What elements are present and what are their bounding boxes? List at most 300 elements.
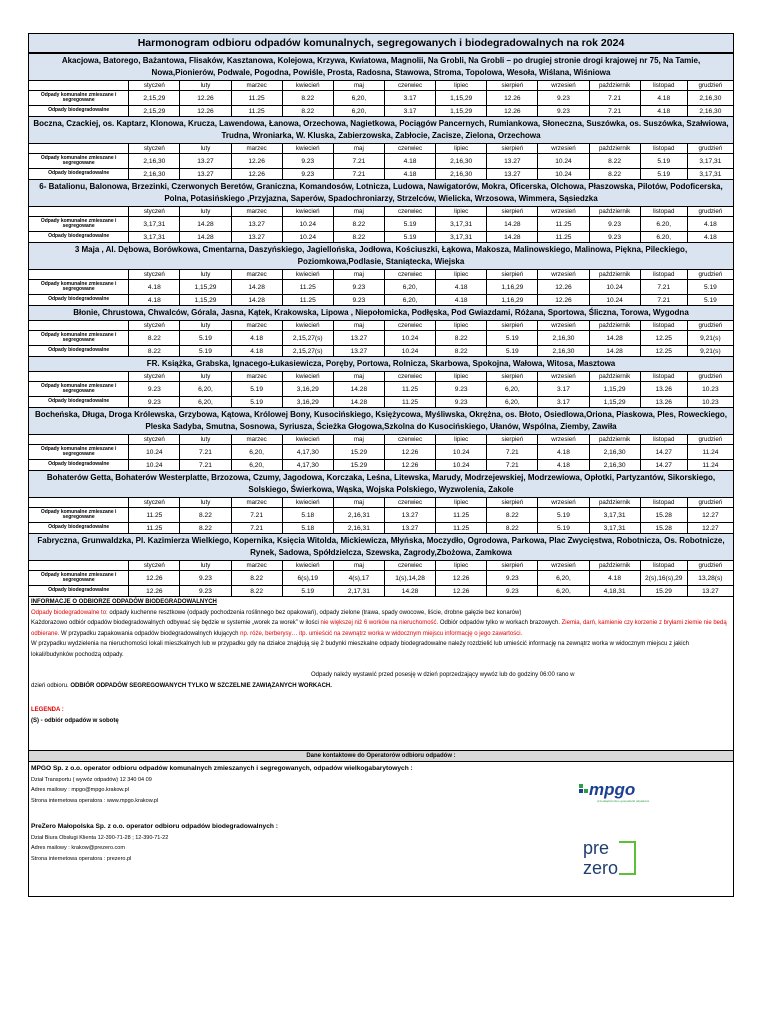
- contacts-heading: Dane kontaktowe do Operatorów odbioru odpadów :: [28, 750, 734, 762]
- month-header-cell: lipiec: [436, 372, 487, 382]
- month-header-blank: [29, 144, 129, 154]
- pickup-date-cell: 7.21: [589, 91, 640, 106]
- pickup-date-cell: 7.21: [640, 295, 687, 306]
- month-header-cell: sierpień: [487, 270, 538, 280]
- pickup-date-cell: 10.24: [436, 445, 487, 460]
- pickup-date-cell: 13.27: [687, 586, 733, 597]
- month-header-cell: listopad: [640, 498, 687, 508]
- pickup-date-cell: 12.26: [487, 91, 538, 106]
- month-header-cell: wrzesień: [538, 498, 589, 508]
- pickup-date-cell: 7.21: [333, 169, 384, 180]
- month-header-cell: grudzień: [687, 372, 733, 382]
- pickup-date-cell: 10.23: [687, 397, 733, 408]
- month-header-cell: sierpień: [487, 372, 538, 382]
- operator-mpgo: [31, 764, 413, 806]
- pickup-date-cell: 14.28: [231, 295, 282, 306]
- pickup-date-cell: 3,17,31: [687, 169, 733, 180]
- mpgo-logo: [577, 778, 667, 804]
- bio-waste-row: [29, 169, 734, 180]
- pickup-date-cell: 8.22: [180, 508, 231, 523]
- month-header-cell: maj: [333, 81, 384, 91]
- month-header-cell: kwiecień: [282, 321, 333, 331]
- operator-mpgo-website: Strona internetowa operatora : www.mpgo.krakow.pl: [31, 797, 159, 804]
- month-header-cell: maj: [333, 561, 384, 571]
- pickup-date-cell: 5.19: [640, 154, 687, 169]
- operator-mpgo-name: MPGO Sp. z o.o. operator odbioru odpadów komunalnych zmieszanych i segregowanych, odpadów wielkogabarytowych :: [31, 765, 413, 772]
- month-header-blank: [29, 207, 129, 217]
- row-label-mixed: Odpady komunalne zmieszane i segregowane: [29, 445, 129, 460]
- pickup-date-cell: 6,20,: [231, 445, 282, 460]
- pickup-date-cell: 15.28: [640, 508, 687, 523]
- legend-item: (S) - odbiór odpadów w sobotę: [31, 717, 119, 724]
- month-header-cell: marzec: [231, 270, 282, 280]
- pickup-date-cell: 12.26: [129, 571, 180, 586]
- row-label-bio: Odpady biodegradowalne: [29, 295, 129, 306]
- pickup-date-cell: 4,17,30: [282, 445, 333, 460]
- pickup-date-cell: 5.19: [180, 331, 231, 346]
- month-header-cell: maj: [333, 372, 384, 382]
- pickup-date-cell: 8.22: [231, 571, 282, 586]
- pickup-date-cell: 7.21: [231, 523, 282, 534]
- month-header-cell: styczeń: [129, 81, 180, 91]
- month-header-cell: wrzesień: [538, 321, 589, 331]
- pickup-date-cell: 10.24: [282, 232, 333, 243]
- pickup-date-cell: 15.28: [640, 523, 687, 534]
- month-header-cell: kwiecień: [282, 144, 333, 154]
- month-header-cell: lipiec: [436, 498, 487, 508]
- month-header-cell: wrzesień: [538, 561, 589, 571]
- pickup-date-cell: 9,21(s): [687, 331, 733, 346]
- row-label-mixed: Odpady komunalne zmieszane i segregowane: [29, 217, 129, 232]
- month-header-cell: marzec: [231, 207, 282, 217]
- month-header-cell: luty: [180, 372, 231, 382]
- month-header-cell: październik: [589, 81, 640, 91]
- pickup-date-cell: 4.18: [687, 217, 733, 232]
- pickup-date-cell: 8.22: [282, 91, 333, 106]
- pickup-date-cell: 10.24: [129, 445, 180, 460]
- pickup-date-cell: 7.21: [180, 460, 231, 471]
- month-header-cell: październik: [589, 270, 640, 280]
- pickup-date-cell: 3,17,31: [589, 523, 640, 534]
- pickup-date-cell: 10.24: [538, 169, 589, 180]
- month-header-cell: wrzesień: [538, 207, 589, 217]
- pickup-date-cell: 8.22: [589, 169, 640, 180]
- month-header-cell: grudzień: [687, 561, 733, 571]
- month-header-cell: maj: [333, 270, 384, 280]
- street-list: Bohaterów Getta, Bohaterów Westerplatte, Brzozowa, Czumy, Jagodowa, Korczaka, Leśna, Litewska, Marudy, Modrzejewskiej, Modrzewiowa, Opłotki, Partyzantów, Sikorskiego, Solskiego, Świerkowa, Wąska, Wojska Polskiego, Wyzwolenia, Zakole: [29, 471, 734, 498]
- month-header-cell: luty: [180, 321, 231, 331]
- pickup-date-cell: 15.29: [333, 460, 384, 471]
- pickup-date-cell: 12.26: [538, 295, 589, 306]
- pickup-date-cell: 11.24: [687, 460, 733, 471]
- street-group-header: [29, 306, 734, 321]
- pickup-date-cell: 8.22: [487, 523, 538, 534]
- street-list: Fabryczna, Grunwaldzka, Pl. Kazimierza Wielkiego, Kopernika, Księcia Witolda, Mickiewicza, Młyńska, Moczydło, Ogrodowa, Parkowa, Plac Zwycięstwa, Robotnicza, Os. Robotnicze, Rynek, Sadowa, Spółdzielcza, Szewska, Zagrody,Zbożowa, Zamkowa: [29, 534, 734, 561]
- month-header-row: [29, 321, 734, 331]
- pickup-date-cell: 9.23: [436, 382, 487, 397]
- street-list: FR. Książka, Grabska, Ignacego-Łukasiewicza, Poręby, Portowa, Rolnicza, Skarbowa, Spokojna, Wałowa, Witosa, Masztowa: [29, 357, 734, 372]
- pickup-date-cell: 3.17: [538, 382, 589, 397]
- pickup-date-cell: 6,20,: [384, 295, 435, 306]
- pickup-date-cell: 2,16,30: [538, 346, 589, 357]
- mpgo-logo-text: mpgo: [589, 780, 636, 799]
- month-header-cell: maj: [333, 207, 384, 217]
- pickup-date-cell: 7.21: [487, 460, 538, 471]
- pickup-date-cell: 8.22: [333, 217, 384, 232]
- month-header-cell: październik: [589, 321, 640, 331]
- month-header-cell: sierpień: [487, 498, 538, 508]
- month-header-cell: kwiecień: [282, 270, 333, 280]
- month-header-cell: luty: [180, 144, 231, 154]
- month-header-cell: kwiecień: [282, 81, 333, 91]
- bio-waste-row: [29, 523, 734, 534]
- month-header-cell: lipiec: [436, 81, 487, 91]
- pickup-date-cell: 11.25: [538, 232, 589, 243]
- pickup-date-cell: 3,17,31: [129, 232, 180, 243]
- info-paragraph-3: W przypadku wydzielenia na nieruchomości lokali mieszkalnych lub w przypadku gdy na działce znajdują się 2 budynki mieszkalne odpady biodegradowalne należy rozdzielić lub umieścić informację na zewnątrz worka w widocznym miejscu z jakich lokali/budynków pochodzą odpady.: [31, 641, 689, 658]
- month-header-cell: luty: [180, 207, 231, 217]
- pickup-date-cell: 4.18: [640, 91, 687, 106]
- pickup-date-cell: 6,20,: [333, 106, 384, 117]
- mixed-waste-row: [29, 154, 734, 169]
- month-header-cell: czerwiec: [384, 270, 435, 280]
- row-label-bio: Odpady biodegradowalne: [29, 346, 129, 357]
- pickup-date-cell: 11.25: [231, 91, 282, 106]
- pickup-date-cell: 13.27: [231, 232, 282, 243]
- operator-prezero-phone: Dział Biura Obsługi Klienta 12-390-71-28 ; 12-390-71-22: [31, 834, 169, 841]
- month-header-cell: sierpień: [487, 321, 538, 331]
- pickup-date-cell: 11.25: [282, 295, 333, 306]
- pickup-date-cell: 9.23: [180, 586, 231, 597]
- row-label-bio: Odpady biodegradowalne: [29, 460, 129, 471]
- pickup-date-cell: 5.19: [538, 523, 589, 534]
- month-header-cell: luty: [180, 435, 231, 445]
- month-header-cell: styczeń: [129, 498, 180, 508]
- pickup-date-cell: 12.26: [436, 586, 487, 597]
- pickup-date-cell: 3.17: [384, 91, 435, 106]
- month-header-cell: styczeń: [129, 561, 180, 571]
- pickup-date-cell: 13.27: [180, 154, 231, 169]
- row-label-mixed: Odpady komunalne zmieszane i segregowane: [29, 280, 129, 295]
- pickup-date-cell: 3,17,31: [129, 217, 180, 232]
- pickup-date-cell: 14.28: [180, 232, 231, 243]
- pickup-date-cell: 13.27: [487, 169, 538, 180]
- pickup-date-cell: 13.27: [231, 217, 282, 232]
- month-header-cell: kwiecień: [282, 372, 333, 382]
- operator-prezero-website: Strona internetowa operatora : prezero.pl: [31, 855, 132, 862]
- month-header-cell: lipiec: [436, 207, 487, 217]
- month-header-row: [29, 372, 734, 382]
- pickup-date-cell: 2,16,30: [129, 169, 180, 180]
- row-label-mixed: Odpady komunalne zmieszane i segregowane: [29, 382, 129, 397]
- pickup-date-cell: 12.26: [129, 586, 180, 597]
- info-paragraph-4b: dzień odbioru. ODBIÓR ODPADÓW SEGREGOWANYCH TYLKO W SZCZELNIE ZAWIĄZANYCH WORKACH.: [31, 682, 332, 689]
- month-header-row: [29, 561, 734, 571]
- pickup-date-cell: 11.25: [538, 217, 589, 232]
- pickup-date-cell: 6,20,: [180, 382, 231, 397]
- pickup-date-cell: 4.18: [231, 346, 282, 357]
- pickup-date-cell: 4.18: [231, 331, 282, 346]
- pickup-date-cell: 11.25: [384, 382, 435, 397]
- pickup-date-cell: 14.27: [640, 460, 687, 471]
- pickup-date-cell: 13.27: [333, 331, 384, 346]
- pickup-date-cell: 13.27: [384, 523, 435, 534]
- pickup-date-cell: 9.23: [589, 217, 640, 232]
- month-header-cell: październik: [589, 561, 640, 571]
- bio-waste-row: [29, 232, 734, 243]
- row-label-bio: Odpady biodegradowalne: [29, 523, 129, 534]
- month-header-blank: [29, 321, 129, 331]
- month-header-cell: grudzień: [687, 207, 733, 217]
- street-group-header: [29, 534, 734, 561]
- pickup-date-cell: 1,15,29: [180, 280, 231, 295]
- bio-waste-row: [29, 460, 734, 471]
- month-header-row: [29, 81, 734, 91]
- pickup-date-cell: 4.18: [589, 571, 640, 586]
- row-label-mixed: Odpady komunalne zmieszane i segregowane: [29, 571, 129, 586]
- row-label-bio: Odpady biodegradowalne: [29, 106, 129, 117]
- pickup-date-cell: 2,17,31: [333, 586, 384, 597]
- pickup-date-cell: 8.22: [333, 232, 384, 243]
- month-header-cell: grudzień: [687, 144, 733, 154]
- pickup-date-cell: 10.24: [282, 217, 333, 232]
- pickup-date-cell: 11.25: [129, 523, 180, 534]
- operator-prezero: [31, 822, 278, 864]
- month-header-cell: czerwiec: [384, 561, 435, 571]
- street-list: Akacjowa, Batorego, Bażantowa, Flisaków, Kasztanowa, Kolejowa, Krzywa, Kwiatowa, Magnolii, Na Grobli, Na Grobli – po drugiej stronie drogi krajowej nr 75, Na Tamie, Nowa,Pionierów, Podwale, Pogodna, Powiśle, Prosta, Radosna, Stawowa, Stroma, Topolowa, Wesoła, Wiślana, Wiśniowa: [29, 54, 734, 81]
- pickup-date-cell: 9.23: [538, 106, 589, 117]
- mixed-waste-row: [29, 508, 734, 523]
- schedule-table: [28, 53, 734, 597]
- pickup-date-cell: 3,17,31: [589, 508, 640, 523]
- page-title: Harmonogram odbioru odpadów komunalnych, segregowanych i biodegradowalnych na rok 2024: [28, 33, 734, 53]
- month-header-cell: luty: [180, 498, 231, 508]
- pickup-date-cell: 9.23: [436, 397, 487, 408]
- mpgo-logo-square: [584, 789, 588, 793]
- pickup-date-cell: 14.27: [640, 445, 687, 460]
- pickup-date-cell: 4.18: [538, 460, 589, 471]
- pickup-date-cell: 7.21: [333, 154, 384, 169]
- month-header-cell: październik: [589, 372, 640, 382]
- pickup-date-cell: 9.23: [180, 571, 231, 586]
- pickup-date-cell: 11.25: [282, 280, 333, 295]
- pickup-date-cell: 10.24: [129, 460, 180, 471]
- month-header-cell: grudzień: [687, 321, 733, 331]
- street-group-header: [29, 243, 734, 270]
- month-header-cell: sierpień: [487, 561, 538, 571]
- pickup-date-cell: 10.24: [538, 154, 589, 169]
- month-header-cell: listopad: [640, 435, 687, 445]
- operator-mpgo-email: Adres mailowy : mpgo@mpgo.krakow.pl: [31, 787, 129, 793]
- pickup-date-cell: 15.29: [333, 445, 384, 460]
- pickup-date-cell: 7.21: [487, 445, 538, 460]
- mpgo-logo-subtitle: przedsiębiorstwo gospodarki odpadami: [597, 799, 650, 803]
- street-group-header: [29, 54, 734, 81]
- month-header-cell: maj: [333, 435, 384, 445]
- month-header-cell: luty: [180, 561, 231, 571]
- pickup-date-cell: 2,15,27(s): [282, 346, 333, 357]
- month-header-cell: styczeń: [129, 435, 180, 445]
- month-header-blank: [29, 435, 129, 445]
- month-header-cell: marzec: [231, 435, 282, 445]
- pickup-date-cell: 9,21(s): [687, 346, 733, 357]
- pickup-date-cell: 3.17: [384, 106, 435, 117]
- pickup-date-cell: 5.19: [687, 295, 733, 306]
- pickup-date-cell: 1,16,29: [487, 280, 538, 295]
- month-header-cell: październik: [589, 435, 640, 445]
- pickup-date-cell: 12.26: [384, 460, 435, 471]
- pickup-date-cell: 14.28: [180, 217, 231, 232]
- pickup-date-cell: 3.17: [538, 397, 589, 408]
- pickup-date-cell: 14.28: [384, 586, 435, 597]
- month-header-cell: grudzień: [687, 81, 733, 91]
- pickup-date-cell: 6.20,: [640, 217, 687, 232]
- pickup-date-cell: 6,20,: [487, 382, 538, 397]
- pickup-date-cell: 1,15,29: [589, 397, 640, 408]
- pickup-date-cell: 3,16,29: [282, 382, 333, 397]
- month-header-cell: kwiecień: [282, 561, 333, 571]
- pickup-date-cell: 6,20,: [231, 460, 282, 471]
- pickup-date-cell: 2,15,29: [129, 106, 180, 117]
- pickup-date-cell: 8.22: [231, 586, 282, 597]
- pickup-date-cell: 2,16,30: [538, 331, 589, 346]
- mixed-waste-row: [29, 331, 734, 346]
- info-heading: INFORMACJE O ODBIORZE ODPADÓW BIODEGRADOWALNYCH: [31, 599, 217, 605]
- pickup-date-cell: 12.25: [640, 331, 687, 346]
- month-header-cell: listopad: [640, 321, 687, 331]
- month-header-cell: lipiec: [436, 435, 487, 445]
- mixed-waste-row: [29, 217, 734, 232]
- pickup-date-cell: 12.27: [687, 508, 733, 523]
- pickup-date-cell: 11.25: [436, 523, 487, 534]
- pickup-date-cell: 13.26: [640, 397, 687, 408]
- pickup-date-cell: 5.19: [487, 331, 538, 346]
- pickup-date-cell: 8.22: [487, 508, 538, 523]
- month-header-cell: czerwiec: [384, 435, 435, 445]
- pickup-date-cell: 10.23: [687, 382, 733, 397]
- pickup-date-cell: 13.27: [333, 346, 384, 357]
- pickup-date-cell: 5.19: [640, 169, 687, 180]
- pickup-date-cell: 12.26: [180, 91, 231, 106]
- pickup-date-cell: 5.19: [384, 217, 435, 232]
- month-header-cell: październik: [589, 207, 640, 217]
- pickup-date-cell: 8.22: [436, 331, 487, 346]
- pickup-date-cell: 3,16,29: [282, 397, 333, 408]
- pickup-date-cell: 14.28: [487, 217, 538, 232]
- month-header-cell: sierpień: [487, 207, 538, 217]
- month-header-blank: [29, 81, 129, 91]
- row-label-bio: Odpady biodegradowalne: [29, 232, 129, 243]
- month-header-cell: lipiec: [436, 270, 487, 280]
- pickup-date-cell: 10.24: [384, 331, 435, 346]
- pickup-date-cell: 11.25: [436, 508, 487, 523]
- street-group-header: [29, 357, 734, 372]
- pickup-date-cell: 10.24: [589, 280, 640, 295]
- pickup-date-cell: 6,20,: [538, 571, 589, 586]
- pickup-date-cell: 9.23: [129, 382, 180, 397]
- prezero-logo: [581, 834, 651, 884]
- pickup-date-cell: 6,20,: [487, 397, 538, 408]
- pickup-date-cell: 10.24: [384, 346, 435, 357]
- bio-waste-row: [29, 295, 734, 306]
- contacts-section: [28, 762, 734, 897]
- pickup-date-cell: 4.18: [436, 280, 487, 295]
- pickup-date-cell: 1,15,29: [436, 106, 487, 117]
- row-label-mixed: Odpady komunalne zmieszane i segregowane: [29, 91, 129, 106]
- month-header-cell: marzec: [231, 372, 282, 382]
- month-header-cell: styczeń: [129, 321, 180, 331]
- pickup-date-cell: 13.27: [180, 169, 231, 180]
- pickup-date-cell: 5.19: [487, 346, 538, 357]
- operator-mpgo-phone: Dział Transportu ( wywóz odpadów) 12 340 04 09: [31, 776, 152, 783]
- pickup-date-cell: 3,17,31: [687, 154, 733, 169]
- month-header-cell: maj: [333, 144, 384, 154]
- pickup-date-cell: 4.18: [384, 154, 435, 169]
- month-header-cell: grudzień: [687, 270, 733, 280]
- pickup-date-cell: 2,16,30: [687, 91, 733, 106]
- mixed-waste-row: [29, 91, 734, 106]
- pickup-date-cell: 1,15,29: [180, 295, 231, 306]
- month-header-cell: kwiecień: [282, 498, 333, 508]
- month-header-cell: marzec: [231, 144, 282, 154]
- month-header-cell: styczeń: [129, 144, 180, 154]
- pickup-date-cell: 4.18: [129, 280, 180, 295]
- month-header-cell: czerwiec: [384, 144, 435, 154]
- pickup-date-cell: 6,20,: [333, 91, 384, 106]
- month-header-cell: sierpień: [487, 144, 538, 154]
- pickup-date-cell: 10.24: [436, 460, 487, 471]
- pickup-date-cell: 8.22: [589, 154, 640, 169]
- month-header-cell: wrzesień: [538, 81, 589, 91]
- schedule-page: [28, 33, 734, 897]
- month-header-cell: listopad: [640, 207, 687, 217]
- pickup-date-cell: 8.22: [129, 331, 180, 346]
- month-header-cell: grudzień: [687, 498, 733, 508]
- month-header-cell: czerwiec: [384, 498, 435, 508]
- pickup-date-cell: 9.23: [333, 295, 384, 306]
- month-header-cell: wrzesień: [538, 270, 589, 280]
- street-group-header: [29, 408, 734, 435]
- pickup-date-cell: 11.25: [129, 508, 180, 523]
- pickup-date-cell: 9.23: [589, 232, 640, 243]
- pickup-date-cell: 2,16,30: [687, 106, 733, 117]
- pickup-date-cell: 13.27: [487, 154, 538, 169]
- pickup-date-cell: 9.23: [282, 169, 333, 180]
- month-header-cell: sierpień: [487, 81, 538, 91]
- month-header-cell: lipiec: [436, 561, 487, 571]
- pickup-date-cell: 15.29: [640, 586, 687, 597]
- street-list: Boczna, Czackiej, os. Kaptarz, Klonowa, Krucza, Lawendowa, Łanowa, Orzechowa, Nagietkowa, Pociągów Pancernych, Rumiankowa, Słoneczna, Suszówka, os. Suszówka, Szałwiowa, Trudna, Wroniarka, W. Kluska, Zabierzowska, Zabłocie, Zacisze, Zielona, Orzechowa: [29, 117, 734, 144]
- pickup-date-cell: 5.18: [282, 508, 333, 523]
- prezero-logo-zero: zero: [583, 858, 619, 878]
- month-header-cell: czerwiec: [384, 207, 435, 217]
- month-header-cell: marzec: [231, 321, 282, 331]
- pickup-date-cell: 4.18: [687, 232, 733, 243]
- pickup-date-cell: 5.19: [384, 232, 435, 243]
- row-label-mixed: Odpady komunalne zmieszane i segregowane: [29, 154, 129, 169]
- bio-waste-row: [29, 397, 734, 408]
- month-header-blank: [29, 270, 129, 280]
- month-header-cell: wrzesień: [538, 435, 589, 445]
- month-header-cell: grudzień: [687, 435, 733, 445]
- bio-info-section: [28, 597, 734, 750]
- pickup-date-cell: 8.22: [129, 346, 180, 357]
- month-header-cell: styczeń: [129, 207, 180, 217]
- pickup-date-cell: 9.23: [487, 586, 538, 597]
- pickup-date-cell: 4.18: [538, 445, 589, 460]
- pickup-date-cell: 7.21: [180, 445, 231, 460]
- street-group-header: [29, 471, 734, 498]
